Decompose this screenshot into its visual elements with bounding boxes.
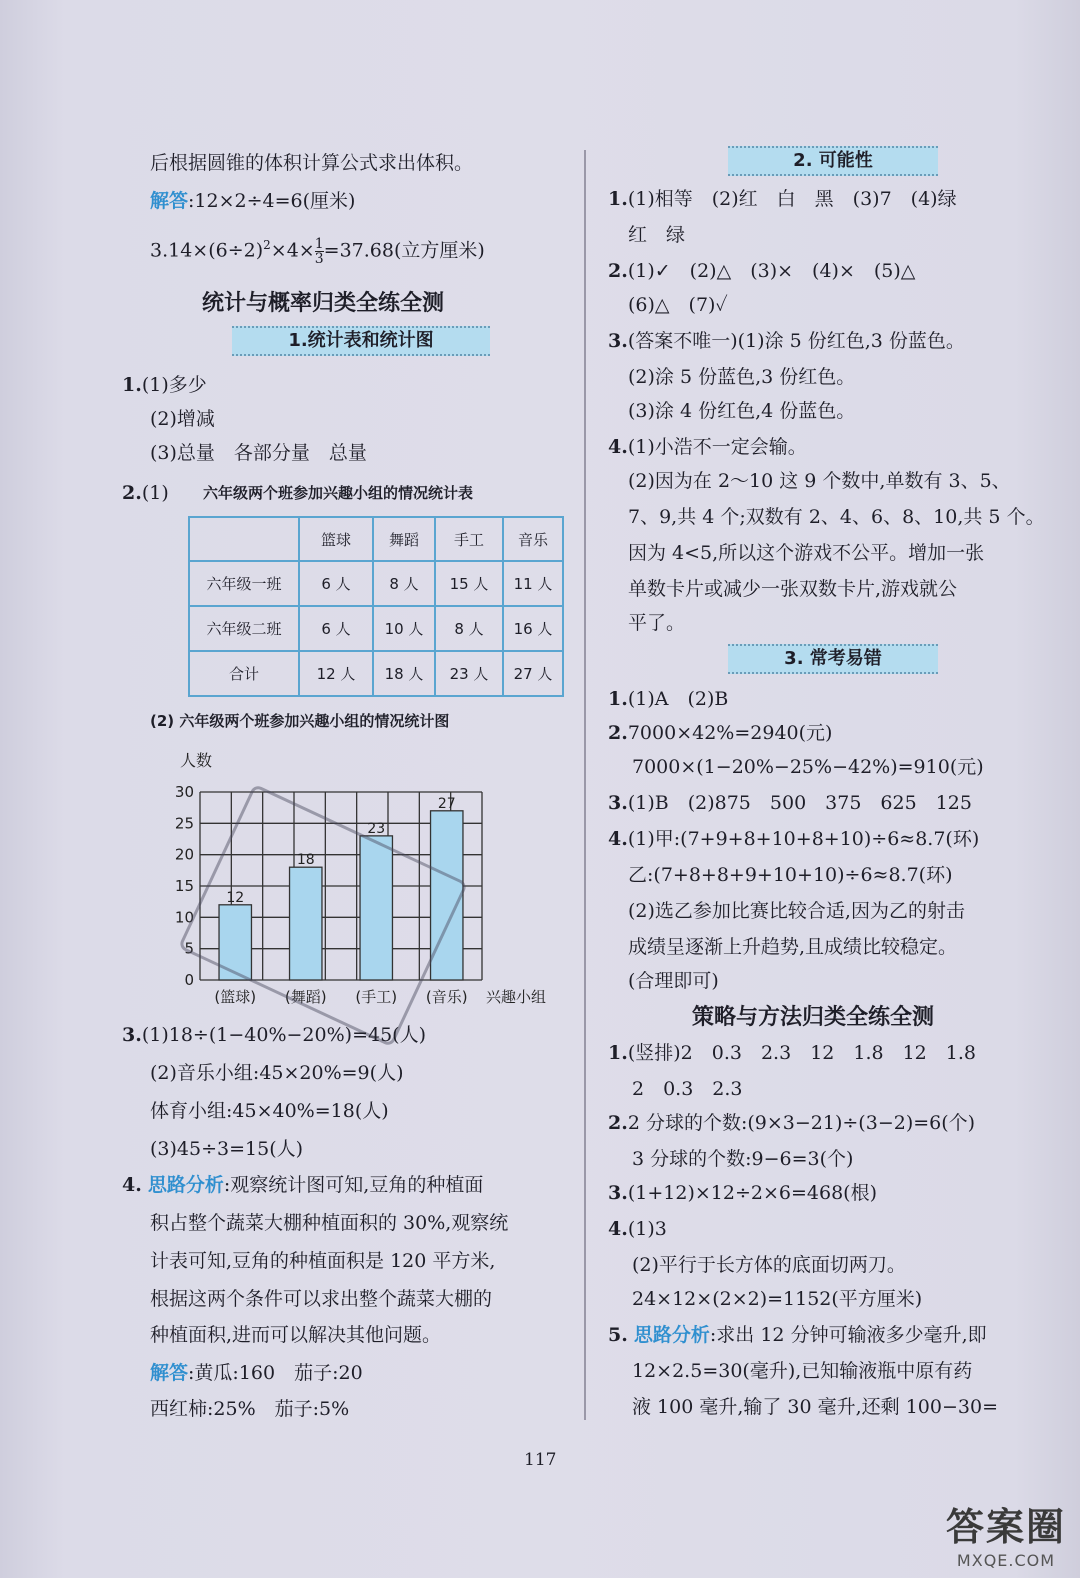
question-number: 3. — [122, 1024, 142, 1046]
answer-text: 液 100 毫升,输了 30 毫升,还剩 100−30= — [632, 1396, 999, 1418]
question-number: 5. — [608, 1324, 628, 1346]
formula-part: =37.68(立方厘米) — [323, 239, 485, 262]
t3-line — [608, 1180, 877, 1206]
bar-value-label: 12 — [226, 889, 245, 906]
table-row — [189, 606, 563, 651]
answer-text: 红 绿 — [628, 224, 686, 246]
r2-line — [608, 258, 915, 284]
y-tick-label: 30 — [174, 783, 194, 801]
answer-text: 乙:(7+8+8+9+10+10)÷6≈8.7(环) — [628, 864, 953, 886]
answer-label: 解答 — [150, 190, 189, 212]
answer-text: 因为 4<5,所以这个游戏不公平。增加一张 — [628, 542, 985, 564]
r3-line — [608, 328, 965, 354]
subsection-title: 2. 可能性 — [728, 146, 938, 176]
s2-line — [608, 720, 832, 746]
table-cell: 15 人 — [435, 561, 503, 606]
question-number: 1. — [122, 374, 142, 396]
question-number: 1. — [608, 688, 628, 710]
answer-text: (6)△ (7)✓ — [628, 294, 728, 316]
answer-text: 24×12×(2×2)=1152(平方厘米) — [632, 1288, 923, 1310]
table-caption: 六年级两个班参加兴趣小组的情况统计表 — [203, 484, 474, 502]
fraction-denominator: 3 — [314, 250, 324, 267]
table-cell: 18 人 — [373, 651, 435, 696]
answer-text: 西红柿:25% 茄子:5% — [150, 1398, 350, 1420]
answer-text: (答案不唯一)(1)涂 5 份红色,3 份蓝色。 — [627, 330, 965, 352]
table-cell: 10 人 — [373, 606, 435, 651]
table-header — [189, 517, 299, 561]
section-title: 策略与方法归类全练全测 — [692, 1004, 935, 1030]
answer-line — [150, 188, 355, 214]
question-number: 1. — [608, 188, 628, 210]
y-tick-label: 15 — [174, 877, 194, 895]
fraction-numerator: 1 — [314, 235, 324, 252]
answer-text: 体育小组:45×40%=18(人) — [150, 1100, 389, 1122]
answer-text: 2 分球的个数:(9×3−21)÷(3−2)=6(个) — [627, 1112, 976, 1134]
x-axis-label: 兴趣小组 — [486, 988, 547, 1006]
analysis-label: 思路分析 — [633, 1324, 710, 1346]
answer-text: (2)增减 — [150, 408, 215, 430]
answer-text: 7000×42%=2940(元) — [627, 722, 833, 744]
question-number: 3. — [608, 1182, 628, 1204]
question-number: 4. — [608, 436, 628, 458]
table-row — [189, 561, 563, 606]
table-cell: 6 人 — [299, 561, 373, 606]
answer-text: (1)18÷(1−40%−20%)=45(人) — [141, 1024, 426, 1046]
table-cell: 8 人 — [435, 606, 503, 651]
answer-text: 7、9,共 4 个;双数有 2、4、6、8、10,共 5 个。 — [628, 506, 1045, 528]
answer-text: 单数卡片或减少一张双数卡片,游戏就公 — [628, 578, 958, 600]
table-cell: 12 人 — [299, 651, 373, 696]
table-cell: 六年级二班 — [189, 606, 299, 651]
fraction — [315, 237, 324, 266]
table-header: 手工 — [435, 517, 503, 561]
question-number: 4. — [122, 1174, 142, 1196]
subsection-title: 3. 常考易错 — [728, 644, 938, 674]
table-cell: 合计 — [189, 651, 299, 696]
answer-text: 计表可知,豆角的种植面积是 120 平方米, — [150, 1250, 496, 1272]
answer-text: (2)因为在 2～10 这 9 个数中,单数有 3、5、 — [628, 470, 1011, 492]
table-cell: 27 人 — [503, 651, 563, 696]
answer-text: (1)B (2)875 500 375 625 125 — [627, 792, 972, 814]
s1-line — [608, 686, 728, 712]
q1-line — [122, 372, 207, 398]
section-title: 统计与概率归类全练全测 — [202, 290, 445, 316]
answer-text: (1)相等 (2)红 白 黑 (3)7 (4)绿 — [627, 188, 957, 210]
y-tick-label: 25 — [174, 814, 194, 833]
answer-text: (竖排)2 0.3 2.3 12 1.8 12 1.8 — [627, 1042, 976, 1064]
watermark — [946, 1496, 1066, 1570]
answer-text: (合理即可) — [628, 970, 719, 992]
question-number: 3. — [608, 330, 628, 352]
t2-line — [608, 1110, 975, 1136]
answer-text: (3)总量 各部分量 总量 — [150, 442, 367, 464]
r4-line — [608, 434, 807, 460]
answer-text: (1)3 — [627, 1218, 667, 1240]
stats-table — [188, 516, 564, 697]
answer-text: (1)甲:(7+9+8+10+8+10)÷6≈8.7(环) — [627, 828, 980, 850]
y-tick-label: 20 — [174, 845, 194, 864]
t5-line — [608, 1322, 987, 1348]
table-cell: 16 人 — [503, 606, 563, 651]
subsection-title: 1.统计表和统计图 — [232, 326, 490, 356]
watermark-logo-text: 答案圈 — [945, 1505, 1066, 1549]
answer-text: 2 0.3 2.3 — [632, 1078, 743, 1100]
answer-text: :观察统计图可知,豆角的种植面 — [223, 1174, 484, 1196]
q4-line — [122, 1172, 483, 1198]
bar-value-label: 18 — [296, 852, 315, 869]
formula-superscript: 2 — [263, 238, 271, 252]
answer-text: (1)✓ (2)△ (3)× (4)× (5)△ — [627, 260, 916, 282]
answer-text: :12×2÷4=6(厘米) — [188, 190, 356, 212]
answer-text: 12×2.5=30(毫升),已知输液瓶中原有药 — [632, 1360, 973, 1382]
table-cell: 6 人 — [299, 606, 373, 651]
r1-line — [608, 186, 957, 212]
table-cell: 六年级一班 — [189, 561, 299, 606]
question-number: 4. — [608, 1218, 628, 1240]
question-number: 2. — [608, 722, 628, 744]
formula-part: 3.14×(6÷2) — [150, 239, 264, 262]
y-tick-label: 0 — [184, 971, 194, 989]
question-number: 4. — [608, 828, 628, 850]
table-row — [189, 651, 563, 696]
y-tick-label: 5 — [184, 939, 194, 958]
text-line: 后根据圆锥的体积计算公式求出体积。 — [150, 152, 474, 174]
question-number: 2. — [608, 1112, 628, 1134]
answer-text: (3)45÷3=15(人) — [150, 1138, 304, 1160]
s4-line — [608, 826, 979, 852]
answer-text: (1)A (2)B — [627, 688, 729, 710]
x-category-label: (篮球) — [214, 988, 257, 1006]
answer-text: 根据这两个条件可以求出整个蔬菜大棚的 — [150, 1288, 493, 1310]
watermark-url: MXQE.COM — [956, 1551, 1056, 1570]
chart-caption: (2) 六年级两个班参加兴趣小组的情况统计图 — [150, 712, 450, 730]
answer-text: 7000×(1−20%−25%−42%)=910(元) — [632, 756, 984, 778]
answer-text: (1+12)×12÷2×6=468(根) — [627, 1182, 877, 1204]
analysis-label: 思路分析 — [147, 1174, 224, 1196]
y-axis-label: 人数 — [180, 751, 213, 770]
bar-value-label: 27 — [437, 795, 456, 812]
question-number: 1. — [608, 1042, 628, 1064]
x-category-label: (音乐) — [425, 988, 468, 1006]
y-tick-label: 10 — [174, 908, 194, 927]
answer-text: (1)多少 — [141, 374, 207, 396]
q3-line — [122, 1022, 426, 1048]
answer-text: (2)选乙参加比赛比较合适,因为乙的射击 — [628, 900, 965, 922]
table-header: 舞蹈 — [373, 517, 435, 561]
table-cell: 23 人 — [435, 651, 503, 696]
table-cell: 11 人 — [503, 561, 563, 606]
table-header-row — [189, 517, 563, 561]
answer-text: (2)平行于长方体的底面切两刀。 — [632, 1254, 906, 1276]
x-category-label: (舞蹈) — [284, 988, 327, 1006]
answer-text: 成绩呈逐渐上升趋势,且成绩比较稳定。 — [628, 936, 958, 958]
table-header: 篮球 — [299, 517, 373, 561]
column-divider — [584, 150, 586, 1420]
answer-label: 解答 — [150, 1362, 189, 1384]
page-number: 117 — [524, 1450, 557, 1470]
answer-text: 平了。 — [628, 612, 686, 634]
q2-line — [122, 480, 169, 506]
bar-value-label: 23 — [367, 820, 386, 837]
answer-text: 3 分球的个数:9−6=3(个) — [632, 1148, 854, 1170]
x-category-label: (手工) — [355, 988, 398, 1006]
table-header: 音乐 — [503, 517, 563, 561]
answer-text: 积占整个蔬菜大棚种植面积的 30%,观察统 — [150, 1212, 509, 1234]
answer-text: (1) — [141, 482, 169, 504]
answer-text: :黄瓜:160 茄子:20 — [188, 1362, 363, 1384]
formula-part: ×4× — [270, 239, 315, 262]
formula-line — [150, 232, 485, 266]
answer-text: (2)音乐小组:45×20%=9(人) — [150, 1062, 404, 1084]
answer-line — [150, 1360, 363, 1386]
answer-text: (2)涂 5 份蓝色,3 份红色。 — [628, 366, 856, 388]
answer-text: (1)小浩不一定会输。 — [627, 436, 807, 458]
question-number: 2. — [122, 482, 142, 504]
answer-text: :求出 12 分钟可输液多少毫升,即 — [709, 1324, 987, 1346]
t4-line — [608, 1216, 667, 1242]
question-number: 2. — [608, 260, 628, 282]
answer-text: (3)涂 4 份红色,4 份蓝色。 — [628, 400, 856, 422]
table-cell: 8 人 — [373, 561, 435, 606]
s3-line — [608, 790, 972, 816]
answer-text: 种植面积,进而可以解决其他问题。 — [150, 1324, 442, 1346]
t1-line — [608, 1040, 976, 1066]
question-number: 3. — [608, 792, 628, 814]
